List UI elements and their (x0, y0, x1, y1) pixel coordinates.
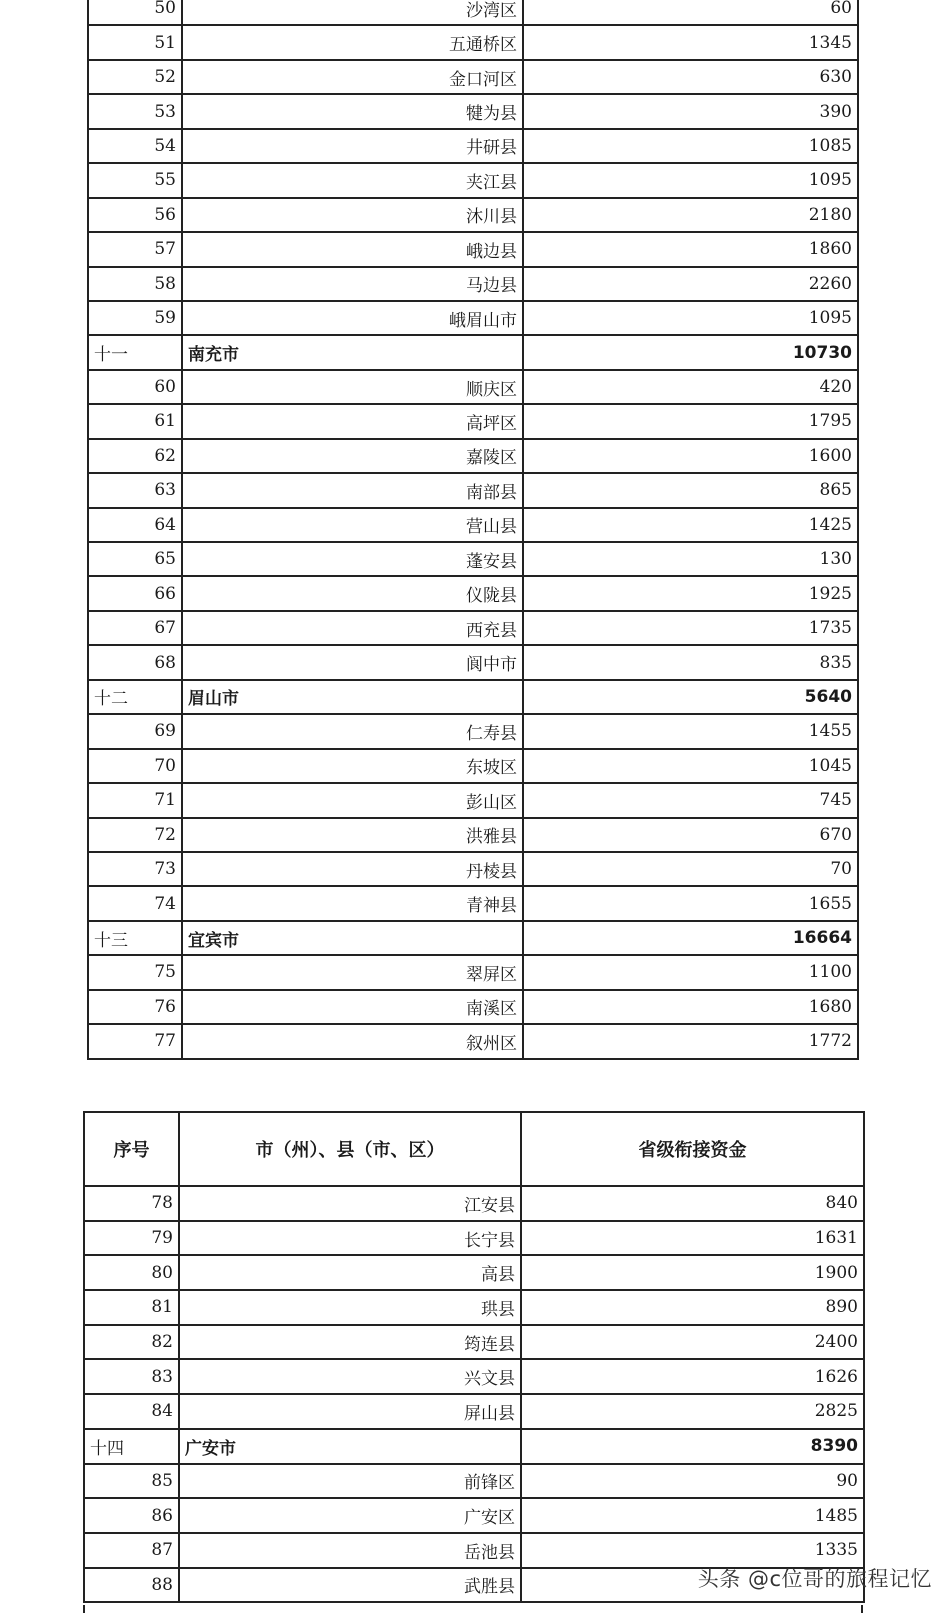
serial-number-cell: 83 (84, 1359, 179, 1394)
region-name-cell: 高县 (179, 1255, 521, 1290)
table-row (84, 1186, 864, 1221)
funding-amount-cell: 70 (523, 852, 858, 886)
funding-amount-cell: 1772 (523, 1024, 858, 1058)
funding-amount-cell: 835 (523, 645, 858, 679)
table-row (88, 955, 858, 989)
table-row (88, 60, 858, 94)
region-name-cell: 彭山区 (182, 783, 523, 817)
funding-amount-cell: 1095 (523, 163, 858, 197)
city-subtotal-row (88, 680, 858, 714)
region-name-cell: 珙县 (179, 1290, 521, 1325)
table-row (88, 645, 858, 679)
region-name-cell: 叙州区 (182, 1024, 523, 1058)
region-name-cell: 屏山县 (179, 1394, 521, 1429)
region-name-cell: 仪陇县 (182, 576, 523, 610)
serial-number-cell: 67 (88, 611, 182, 645)
serial-number-cell: 十一 (88, 335, 182, 369)
city-subtotal-row (84, 1429, 864, 1464)
region-name-cell: 武胜县 (179, 1568, 521, 1603)
region-name-cell: 夹江县 (182, 163, 523, 197)
funding-amount-cell: 745 (523, 783, 858, 817)
region-name-cell: 南部县 (182, 473, 523, 507)
table-body (88, 0, 858, 1059)
serial-number-cell: 50 (88, 0, 182, 25)
table-body (84, 1186, 864, 1602)
table-row (88, 886, 858, 920)
table-row (88, 198, 858, 232)
funding-amount-cell: 2260 (523, 267, 858, 301)
funding-amount-cell: 840 (521, 1186, 864, 1221)
funding-amount-cell: 1345 (523, 25, 858, 59)
funding-amount-cell: 8390 (521, 1429, 864, 1464)
serial-number-cell: 75 (88, 955, 182, 989)
funding-amount-cell: 1626 (521, 1359, 864, 1394)
funding-amount-cell: 16664 (523, 921, 858, 955)
region-name-cell: 东坡区 (182, 749, 523, 783)
table-row (88, 818, 858, 852)
table-row (88, 473, 858, 507)
serial-number-cell: 71 (88, 783, 182, 817)
funding-amount-cell: 1335 (521, 1533, 864, 1568)
serial-number-cell: 78 (84, 1186, 179, 1221)
funding-amount-cell: 1680 (523, 990, 858, 1024)
region-name-cell: 蓬安县 (182, 542, 523, 576)
table-row (88, 749, 858, 783)
table-row (88, 370, 858, 404)
table-row (88, 404, 858, 438)
serial-number-cell: 56 (88, 198, 182, 232)
region-name-cell: 高坪区 (182, 404, 523, 438)
table-row (88, 232, 858, 266)
table-row (88, 129, 858, 163)
funding-amount-cell: 2825 (521, 1394, 864, 1429)
serial-number-cell: 77 (88, 1024, 182, 1058)
region-name-cell: 长宁县 (179, 1221, 521, 1256)
region-name-cell: 井研县 (182, 129, 523, 163)
table-row (88, 611, 858, 645)
region-name-cell: 金口河区 (182, 60, 523, 94)
region-name-cell: 沙湾区 (182, 0, 523, 25)
serial-number-cell: 88 (84, 1568, 179, 1603)
region-name-cell: 眉山市 (182, 680, 523, 714)
serial-number-cell: 59 (88, 301, 182, 335)
serial-number-cell: 69 (88, 714, 182, 748)
serial-number-cell: 57 (88, 232, 182, 266)
region-name-cell: 南溪区 (182, 990, 523, 1024)
table-row (88, 0, 858, 25)
table-row (88, 267, 858, 301)
serial-number-cell: 79 (84, 1221, 179, 1256)
header-provincial-funding: 省级衔接资金 (521, 1112, 864, 1186)
region-name-cell: 仁寿县 (182, 714, 523, 748)
region-name-cell: 嘉陵区 (182, 439, 523, 473)
funding-amount-cell: 1600 (523, 439, 858, 473)
serial-number-cell: 65 (88, 542, 182, 576)
table-row (88, 1024, 858, 1058)
serial-number-cell: 86 (84, 1498, 179, 1533)
serial-number-cell: 70 (88, 749, 182, 783)
serial-number-cell: 66 (88, 576, 182, 610)
region-name-cell: 翠屏区 (182, 955, 523, 989)
funding-amount-cell: 60 (523, 0, 858, 25)
table-row (88, 94, 858, 128)
serial-number-cell: 十二 (88, 680, 182, 714)
table-row (88, 163, 858, 197)
funding-amount-cell: 90 (521, 1464, 864, 1499)
table-row (88, 508, 858, 542)
serial-number-cell: 76 (88, 990, 182, 1024)
table-row (88, 542, 858, 576)
region-name-cell: 顺庆区 (182, 370, 523, 404)
serial-number-cell: 63 (88, 473, 182, 507)
funding-amount-cell: 890 (521, 1290, 864, 1325)
table-row (88, 783, 858, 817)
table-continuation-edge (83, 1605, 863, 1613)
funding-amount-cell: 1860 (523, 232, 858, 266)
serial-number-cell: 74 (88, 886, 182, 920)
region-name-cell: 前锋区 (179, 1464, 521, 1499)
serial-number-cell: 72 (88, 818, 182, 852)
region-name-cell: 岳池县 (179, 1533, 521, 1568)
region-name-cell: 广安区 (179, 1498, 521, 1533)
region-name-cell: 沐川县 (182, 198, 523, 232)
table-row (88, 439, 858, 473)
table-row (84, 1325, 864, 1360)
table-row (88, 25, 858, 59)
funding-amount-cell: 1925 (523, 576, 858, 610)
funding-amount-cell: 2400 (521, 1325, 864, 1360)
serial-number-cell: 62 (88, 439, 182, 473)
table-row (88, 301, 858, 335)
serial-number-cell: 51 (88, 25, 182, 59)
region-name-cell: 西充县 (182, 611, 523, 645)
funding-amount-cell: 1455 (523, 714, 858, 748)
region-name-cell: 兴文县 (179, 1359, 521, 1394)
serial-number-cell: 52 (88, 60, 182, 94)
region-name-cell: 马边县 (182, 267, 523, 301)
region-name-cell: 南充市 (182, 335, 523, 369)
region-name-cell: 江安县 (179, 1186, 521, 1221)
region-name-cell: 犍为县 (182, 94, 523, 128)
table-row (88, 576, 858, 610)
funding-amount-cell: 1100 (523, 955, 858, 989)
funding-amount-cell: 390 (523, 94, 858, 128)
serial-number-cell: 64 (88, 508, 182, 542)
region-name-cell: 五通桥区 (182, 25, 523, 59)
region-name-cell: 广安市 (179, 1429, 521, 1464)
funding-amount-cell: 630 (523, 60, 858, 94)
region-name-cell: 青神县 (182, 886, 523, 920)
region-name-cell: 宜宾市 (182, 921, 523, 955)
funding-amount-cell: 865 (523, 473, 858, 507)
funding-amount-cell: 670 (523, 818, 858, 852)
city-subtotal-row (88, 921, 858, 955)
serial-number-cell: 73 (88, 852, 182, 886)
funding-amount-cell: 5640 (523, 680, 858, 714)
serial-number-cell: 84 (84, 1394, 179, 1429)
table-row (84, 1498, 864, 1533)
funding-amount-cell: 10730 (523, 335, 858, 369)
region-name-cell: 筠连县 (179, 1325, 521, 1360)
serial-number-cell: 61 (88, 404, 182, 438)
serial-number-cell: 82 (84, 1325, 179, 1360)
funding-amount-cell: 1735 (523, 611, 858, 645)
table-row (84, 1464, 864, 1499)
funding-amount-cell: 1631 (521, 1221, 864, 1256)
funding-amount-cell: 1045 (523, 749, 858, 783)
serial-number-cell: 80 (84, 1255, 179, 1290)
funding-table-part-1 (87, 0, 859, 1060)
funding-amount-cell: 2180 (523, 198, 858, 232)
region-name-cell: 营山县 (182, 508, 523, 542)
funding-amount-cell: 1485 (521, 1498, 864, 1533)
table-row (88, 852, 858, 886)
serial-number-cell: 68 (88, 645, 182, 679)
table-row (88, 990, 858, 1024)
funding-amount-cell: 1085 (523, 129, 858, 163)
funding-amount-cell: 1095 (523, 301, 858, 335)
funding-amount-cell: 1425 (523, 508, 858, 542)
header-region: 市（州）、县（市、区） (179, 1112, 521, 1186)
serial-number-cell: 十三 (88, 921, 182, 955)
serial-number-cell: 54 (88, 129, 182, 163)
funding-table-part-2 (83, 1111, 865, 1603)
city-subtotal-row (88, 335, 858, 369)
table-row (84, 1221, 864, 1256)
serial-number-cell: 55 (88, 163, 182, 197)
serial-number-cell: 85 (84, 1464, 179, 1499)
header-serial-number: 序号 (84, 1112, 179, 1186)
table-row (84, 1290, 864, 1325)
table-row (84, 1255, 864, 1290)
serial-number-cell: 87 (84, 1533, 179, 1568)
table-header-row (84, 1112, 864, 1186)
funding-amount-cell: 1655 (523, 886, 858, 920)
table-row (88, 714, 858, 748)
serial-number-cell: 53 (88, 94, 182, 128)
region-name-cell: 洪雅县 (182, 818, 523, 852)
serial-number-cell: 81 (84, 1290, 179, 1325)
funding-amount-cell: 420 (523, 370, 858, 404)
watermark: 头条 @c位哥的旅程记忆 (697, 1567, 932, 1591)
serial-number-cell: 58 (88, 267, 182, 301)
serial-number-cell: 60 (88, 370, 182, 404)
funding-amount-cell: 1900 (521, 1255, 864, 1290)
table-row (84, 1394, 864, 1429)
serial-number-cell: 十四 (84, 1429, 179, 1464)
region-name-cell: 阆中市 (182, 645, 523, 679)
region-name-cell: 峨边县 (182, 232, 523, 266)
funding-amount-cell: 1795 (523, 404, 858, 438)
table-row (84, 1359, 864, 1394)
region-name-cell: 丹棱县 (182, 852, 523, 886)
region-name-cell: 峨眉山市 (182, 301, 523, 335)
funding-amount-cell: 130 (523, 542, 858, 576)
